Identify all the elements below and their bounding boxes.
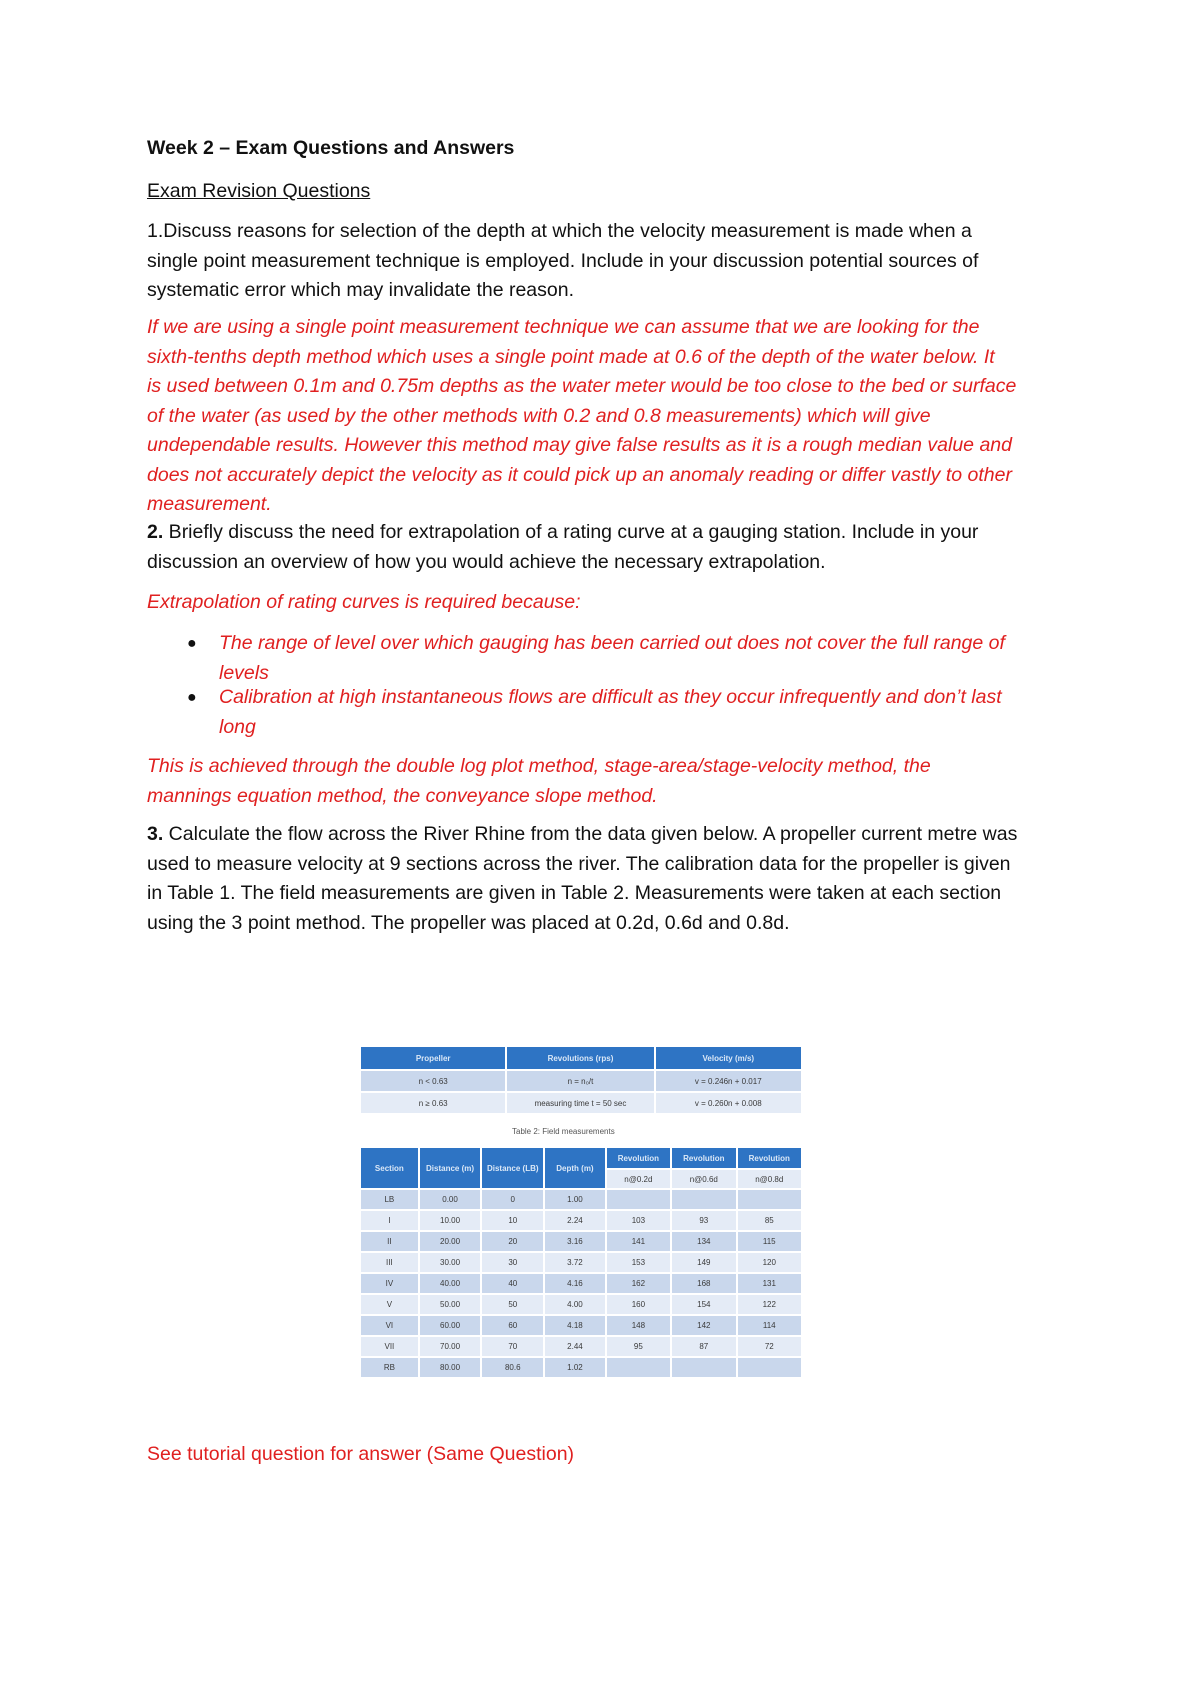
question-1 [147, 217, 1067, 306]
answer-line: is used between 0.1m and 0.75m depths as the water meter would be too close to the bed or surface [147, 375, 1017, 397]
table-subheader-row: n@0.2d n@0.6d n@0.8d [360, 1169, 802, 1189]
question-number: 3. [147, 823, 164, 845]
question-line: in Table 1. The field measurements are given in Table 2. Measurements were taken at each section [147, 882, 1002, 904]
bullet-icon: ● [187, 635, 197, 652]
question-line: 2. Briefly discuss the need for extrapolation of a rating curve at a gauging station. Include in your [147, 521, 979, 543]
question-line: 1.Discuss reasons for selection of the depth at which the velocity measurement is made when a [147, 220, 972, 242]
question-line: systematic error which may invalidate the reason. [147, 279, 575, 301]
question-line: single point measurement technique is employed. Include in your discussion potential sources of [147, 249, 979, 272]
page-title: Week 2 – Exam Questions and Answers [147, 137, 515, 159]
table-row: n < 0.63 n = n₀/t v = 0.246n + 0.017 [360, 1070, 802, 1092]
question-3 [147, 820, 1067, 938]
answer-line: of the water (as used by the other methods with 0.2 and 0.8 measurements) which will give [147, 404, 931, 427]
question-line: used to measure velocity at 9 sections across the river. The calibration data for the propeller is given [147, 852, 1011, 875]
table-row: n ≥ 0.63 measuring time t = 50 sec v = 0.260n + 0.008 [360, 1092, 802, 1114]
answer-1 [147, 313, 1067, 520]
bullet-icon: ● [187, 689, 197, 706]
table-row: VII 70.00 70 2.44 95 87 72 [360, 1336, 802, 1357]
table-row: RB 80.00 80.6 1.02 [360, 1357, 802, 1378]
table-header-row: Section Distance (m) Distance (LB) Depth (m) Revolution Revolution Revolution [360, 1147, 802, 1169]
answer-line: does not accurately depict the velocity as it could pick up an anomaly reading or differ vastly to other [147, 463, 1012, 486]
answer-line: If we are using a single point measurement technique we can assume that we are looking for the [147, 316, 980, 338]
table-row: I 10.00 10 2.24 103 93 85 [360, 1210, 802, 1231]
field-measurements-table [359, 1146, 803, 1379]
table-row: LB 0.00 0 1.00 [360, 1189, 802, 1210]
table-row: V 50.00 50 4.00 160 154 122 [360, 1294, 802, 1315]
answer-line: measurement. [147, 493, 272, 515]
answer-2-intro: Extrapolation of rating curves is required because: [147, 591, 581, 613]
answer-line: undependable results. However this method may give false results as it is a rough median value and [147, 434, 1012, 456]
answer-line: sixth-tenths depth method which uses a single point made at 0.6 of the depth of the water below. It [147, 345, 995, 368]
table-caption: Table 2: Field measurements [512, 1127, 615, 1136]
table-row: II 20.00 20 3.16 141 134 115 [360, 1231, 802, 1252]
question-line: using the 3 point method. The propeller was placed at 0.2d, 0.6d and 0.8d. [147, 911, 790, 934]
table-row: VI 60.00 60 4.18 148 142 114 [360, 1315, 802, 1336]
answer-2-outro: This is achieved through the double log plot method, stage-area/stage-velocity method, the mannings equation method, the conveyance slope method. [147, 755, 931, 807]
question-2 [147, 518, 1067, 577]
table-row: IV 40.00 40 4.16 162 168 131 [360, 1273, 802, 1294]
calibration-table [359, 1045, 803, 1115]
table-header-row: Propeller Revolutions (rps) Velocity (m/s) [360, 1046, 802, 1070]
answer-3-note: See tutorial question for answer (Same Question) [147, 1443, 575, 1465]
question-number: 2. [147, 521, 164, 543]
document-page: Week 2 – Exam Questions and Answers Exam Revision Questions 1.Discuss reasons for selection of the depth at which the velocity measurement is made when a single point measurement technique is employed. Include in your discussion potential sources of systematic error which may invalidate the reason. If we are using a single point measurement technique we can assume that we are looking for the sixth-tenths depth method which uses a single point made at 0.6 of the depth of the water below. It is used between 0.1m and 0.75m depths as the water meter would be too close to the bed or surface of the water (as used by the other methods with 0.2 and 0.8 measurements) which will give undependable results. However this method may give false results as it is a rough median value and does not accurately depict the velocity as it could pick up an anomaly reading or differ vastly to other measurement. 2. Briefly discuss the need for extrapolation of a rating curve at a gauging station. Include in your discussion an overview of how you would achieve the necessary extrapolation. Extrapolation of rating curves is required because: ● The range of level over which gauging has been carried out does not cover the full range of levels ● Calibration at high instantaneous flows are difficult as they occur infrequently and don’t last long This is achieved through the double log plot method, stage-area/stage-velocity method, the mannings equation method, the conveyance slope method. 3. Calculate the flow across the River Rhine from the data given below. A propeller current metre was used to measure velocity at 9 sections across the river. The calibration data for the propeller is given in Table 1. The field measurements are given in Table 2. Measurements were taken at each section using the 3 point method. The propeller was placed at 0.2d, 0.6d and 0.8d. Propeller Revolutions (rps) Velocity (m/s) n < 0.63 n = n₀/t v = 0.246n + 0.017 n ≥ 0.63 measuring time t = 50 sec v = 0.260n + 0.008 Table 2: Field measurements Section Distance (m) Distance (LB) Depth (m) Revolution Revolution Revolution n@0.2d n@0.6d n@0.8d LB 0.00 0 1.00 I 10.00 10 2.24 103 93 85 II 20.00 20 3.16 141 134 115 III 30.00 30 3.72 153 149 120 IV 40.00 40 4.16 162 168 131 V 50.00 50 4.00 160 154 122 VI 60.00 60 4.18 148 142 114 VII 70.00 70 2.44 95 87 72 RB 80.00 80.6 1.02 See tutorial question for answer (Same Question) [0, 0, 1200, 1698]
section-heading: Exam Revision Questions [147, 180, 371, 202]
question-line: 3. Calculate the flow across the River Rhine from the data given below. A propeller current metre was [147, 823, 1018, 845]
question-line: discussion an overview of how you would achieve the necessary extrapolation. [147, 550, 826, 573]
table-row: III 30.00 30 3.72 153 149 120 [360, 1252, 802, 1273]
